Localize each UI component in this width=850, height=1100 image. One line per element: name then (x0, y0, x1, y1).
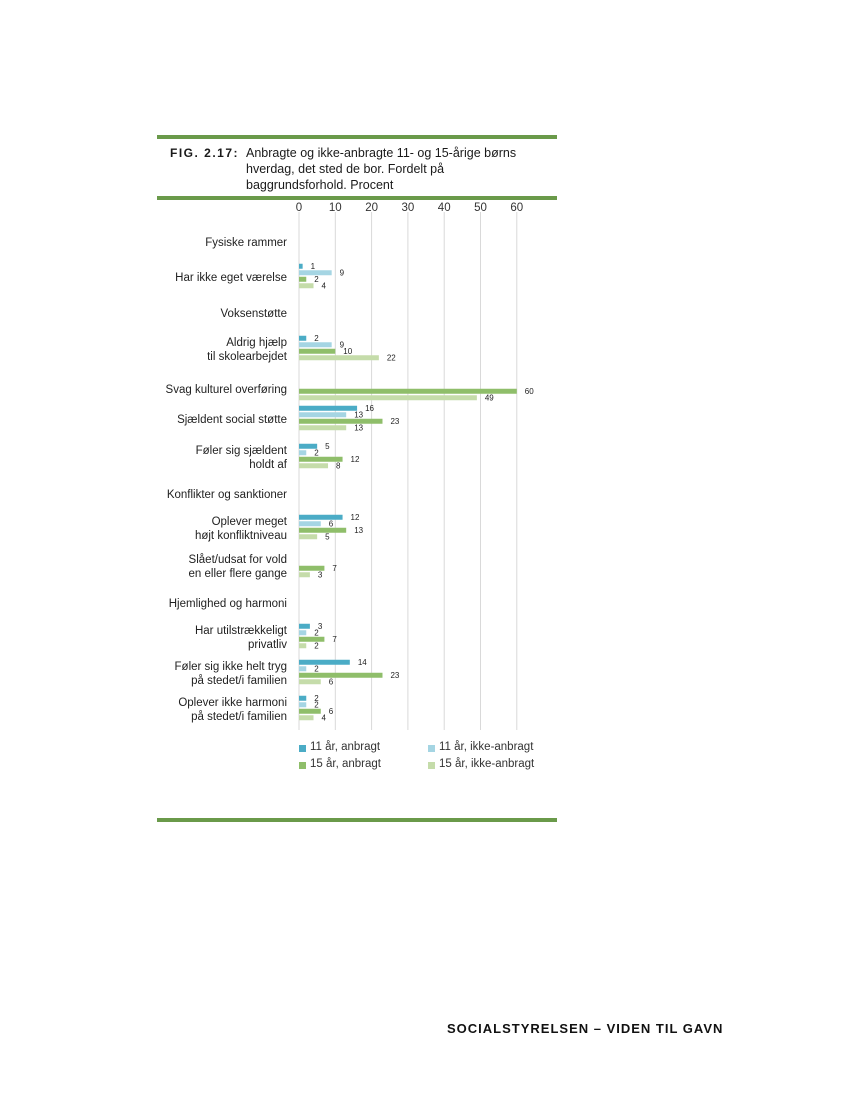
category-label: Aldrig hjælp til skolearbejdet (207, 337, 287, 363)
data-label: 49 (484, 393, 494, 403)
category-label: Svag kulturel overføring (165, 384, 287, 396)
data-label: 12 (350, 512, 360, 522)
data-label: 10 (343, 346, 353, 356)
data-label: 12 (350, 454, 360, 464)
bar (299, 630, 306, 635)
data-label: 6 (328, 677, 334, 687)
bar (299, 283, 314, 288)
category-label: Føler sig ikke helt tryg på stedet/i familien (174, 661, 287, 687)
data-label: 13 (354, 423, 364, 433)
x-tick-label: 60 (510, 202, 524, 214)
bar (299, 406, 357, 411)
bar (299, 412, 346, 417)
bar (299, 679, 321, 684)
bar (299, 264, 303, 269)
data-label: 2 (314, 628, 319, 638)
category-label: Sjældent social støtte (177, 414, 287, 426)
bar (299, 534, 317, 539)
legend-swatch (428, 745, 435, 752)
category-label: Slået/udsat for vold en eller flere gange (188, 554, 287, 580)
data-label: 4 (321, 281, 326, 291)
data-label: 23 (390, 670, 400, 680)
data-label: 2 (314, 448, 319, 458)
data-label: 6 (328, 706, 334, 716)
legend-label: 11 år, anbragt (310, 741, 381, 753)
data-label: 2 (314, 693, 319, 703)
data-label: 5 (325, 532, 330, 542)
bar (299, 624, 310, 629)
data-label: 7 (332, 634, 337, 644)
legend-swatch (428, 762, 435, 769)
bar (299, 349, 335, 354)
data-label: 9 (339, 340, 345, 350)
data-label: 60 (524, 386, 534, 396)
bar (299, 673, 382, 678)
legend-label: 15 år, anbragt (310, 758, 381, 770)
data-label: 13 (354, 525, 364, 535)
bar (299, 355, 379, 360)
data-label: 22 (386, 353, 396, 363)
data-label: 16 (365, 403, 374, 413)
bar (299, 696, 306, 701)
data-label: 13 (354, 410, 364, 420)
data-label: 4 (321, 713, 326, 723)
data-label: 9 (339, 268, 345, 278)
x-tick-label: 40 (437, 202, 451, 214)
footer-text: SOCIALSTYRELSEN – VIDEN TIL GAVN (447, 1021, 724, 1036)
data-label: 23 (390, 416, 400, 426)
category-label: Har utilstrækkeligt privatliv (194, 625, 287, 651)
category-label: Føler sig sjældent holdt af (195, 445, 287, 471)
category-heading: Fysiske rammer (205, 237, 287, 249)
data-label: 3 (317, 570, 323, 580)
category-label: Oplever meget højt konfliktniveau (194, 516, 287, 542)
legend-swatch (299, 745, 306, 752)
data-label: 2 (314, 274, 319, 284)
category-heading: Konflikter og sanktioner (166, 489, 287, 501)
data-label: 6 (328, 519, 334, 529)
bar (299, 666, 306, 671)
data-label: 5 (325, 441, 330, 451)
data-label: 2 (314, 641, 319, 651)
bar (299, 709, 321, 714)
bar (299, 660, 350, 665)
bar (299, 643, 306, 648)
legend-swatch (299, 762, 306, 769)
data-label: 2 (314, 700, 319, 710)
data-label: 3 (317, 621, 323, 631)
x-tick-label: 50 (474, 202, 487, 214)
bar (299, 515, 343, 520)
bar (299, 425, 346, 430)
bar (299, 528, 346, 533)
x-tick-label: 0 (295, 202, 303, 214)
bar (299, 637, 324, 642)
data-label: 1 (310, 261, 316, 271)
figure-label: FIG. 2.17: (170, 146, 240, 160)
bar (299, 419, 382, 424)
category-heading: Hjemlighed og harmoni (168, 598, 287, 610)
data-label: 14 (357, 657, 367, 667)
category-label: Har ikke eget værelse (175, 272, 287, 284)
legend-label: 15 år, ikke-anbragt (439, 758, 535, 770)
bar (299, 395, 477, 400)
bar (299, 715, 314, 720)
legend-label: 11 år, ikke-anbragt (439, 741, 534, 753)
bar (299, 336, 306, 341)
bar (299, 702, 306, 707)
x-tick-label: 10 (328, 202, 342, 214)
figure-title: Anbragte og ikke-anbragte 11- og 15-årige børns hverdag, det sted de bor. Fordelt på baggrundsforhold. Procent (246, 146, 517, 192)
category-heading: Voksenstøtte (220, 308, 287, 320)
bar (299, 521, 321, 526)
data-label: 7 (332, 563, 337, 573)
data-label: 2 (314, 664, 319, 674)
x-tick-label: 20 (365, 202, 378, 214)
data-label: 2 (314, 333, 319, 343)
bar (299, 450, 306, 455)
bar (299, 277, 306, 282)
bar (299, 463, 328, 468)
bottom-rule (157, 818, 557, 822)
data-label: 8 (336, 461, 341, 471)
bar (299, 572, 310, 577)
bar (299, 342, 332, 347)
x-tick-label: 30 (401, 202, 415, 214)
category-label: Oplever ikke harmoni på stedet/i familien (178, 697, 287, 723)
